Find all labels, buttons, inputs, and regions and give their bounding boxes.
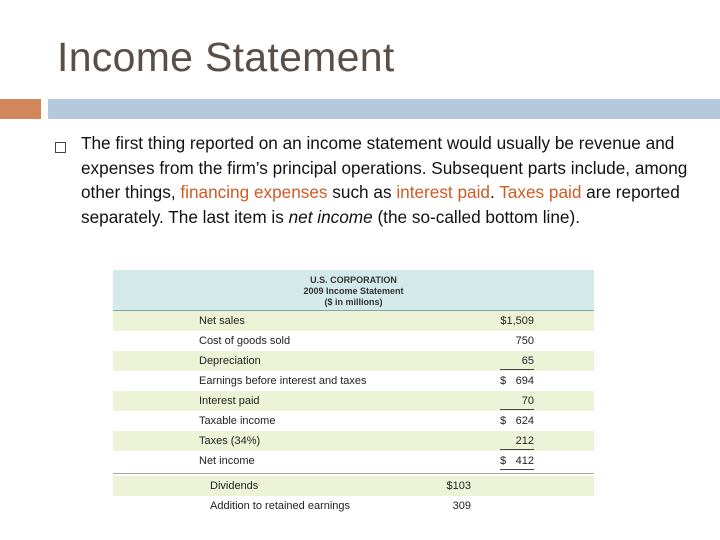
row-value: 212 <box>515 435 534 447</box>
row-value: 412 <box>515 455 534 467</box>
row-label: Taxes (34%) <box>199 435 261 447</box>
highlight-taxes-paid: Taxes paid <box>499 182 582 202</box>
paragraph-text: (the so-called bottom line). <box>372 206 580 227</box>
row-dollar-sign: $ <box>500 455 507 467</box>
table-header-company: U.S. CORPORATION <box>310 275 397 285</box>
table-row <box>113 331 594 351</box>
row-label: Net sales <box>199 315 245 327</box>
table-header-statement: 2009 Income Statement <box>303 286 404 296</box>
subtotal-underline <box>500 369 534 370</box>
row-label: Interest paid <box>199 395 260 407</box>
table-row <box>113 351 594 371</box>
paragraph-text: are reported separately. The last item is <box>81 182 680 227</box>
table-header-units: ($ in millions) <box>324 297 383 307</box>
paragraph-text: such as <box>327 182 397 202</box>
row-dollar-sign: $ <box>500 375 507 387</box>
table-header <box>113 270 594 311</box>
income-statement-table <box>113 270 594 515</box>
row-value: $1,509 <box>500 315 534 327</box>
row-label: Taxable income <box>199 415 276 427</box>
highlight-financing-expenses: financing expenses <box>180 182 328 202</box>
row-label: Net income <box>199 455 255 467</box>
row-label: Earnings before interest and taxes <box>199 375 367 387</box>
row-label: Addition to retained earnings <box>210 500 351 512</box>
row-divider <box>113 473 594 474</box>
slide-title: Income Statement <box>57 34 395 80</box>
paragraph-text: The first thing reported on an income statement would usually be revenue and expenses from the firm’s principal operations. Subsequent parts include, among other things, <box>81 133 688 202</box>
table-row <box>113 431 594 451</box>
accent-bar-orange <box>0 99 41 119</box>
row-value: 70 <box>521 395 534 407</box>
accent-bar-blue <box>48 99 720 119</box>
bullet-square-icon <box>55 142 66 153</box>
row-value: $103 <box>446 480 471 492</box>
table-row <box>113 391 594 411</box>
paragraph-text: . <box>489 182 500 202</box>
row-dollar-sign: $ <box>500 415 507 427</box>
row-label: Depreciation <box>199 355 261 367</box>
row-label: Dividends <box>210 480 259 492</box>
table-row <box>113 311 594 331</box>
highlight-interest-paid: interest paid <box>396 182 490 202</box>
subtotal-underline <box>500 449 534 450</box>
bullet-paragraph <box>81 131 701 229</box>
table-row <box>113 451 594 471</box>
subtotal-underline <box>500 409 534 410</box>
table-row <box>113 371 594 391</box>
table-row <box>113 411 594 431</box>
row-label: Cost of goods sold <box>199 335 291 347</box>
row-value: 624 <box>515 415 534 427</box>
row-value: 750 <box>515 335 534 347</box>
row-value: 65 <box>521 355 534 367</box>
table-row <box>113 496 594 516</box>
row-value: 694 <box>515 375 534 387</box>
emphasis-net-income: net income <box>288 206 373 227</box>
row-value: 309 <box>452 500 471 512</box>
table-row <box>113 476 594 496</box>
